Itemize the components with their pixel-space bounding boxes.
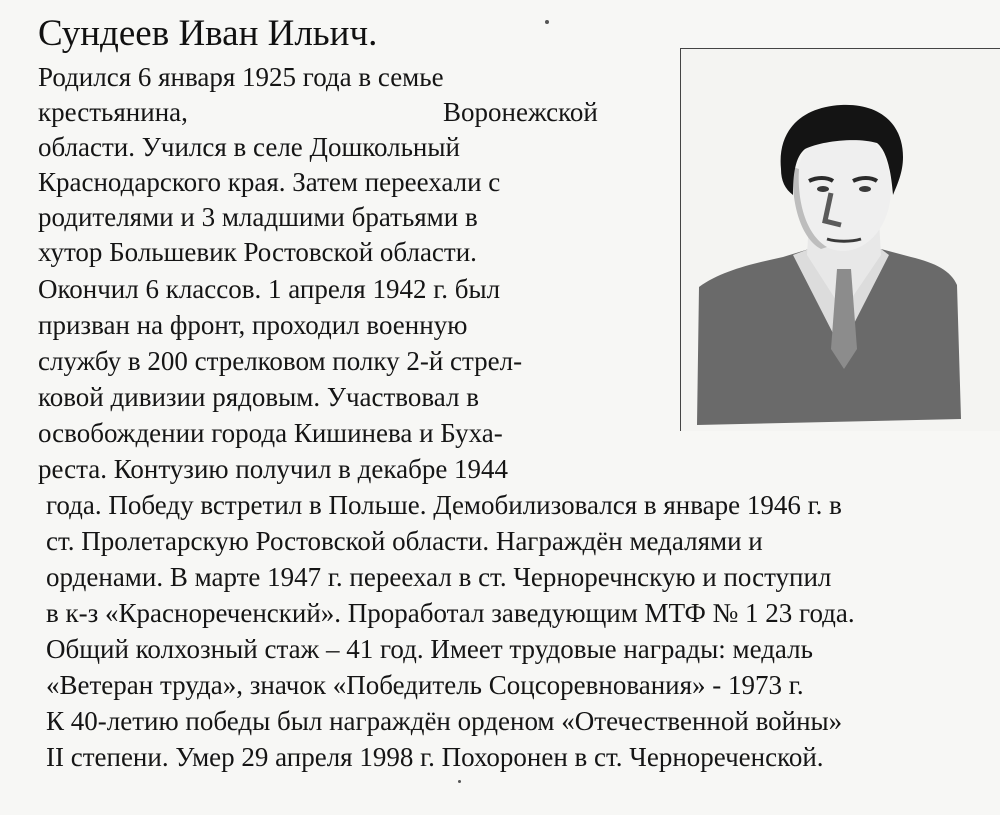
text-line: крестьянина, [38,97,188,127]
scan-speck [545,20,549,24]
text-line: родителями и 3 младшими братьями в [38,202,478,232]
portrait-icon [681,49,1000,431]
text-line: хутор Большевик Ростовской области. [38,237,477,267]
text-line: орденами. В марте 1947 г. переехал в ст. Черноречнскую и поступил [46,562,832,592]
text-line: Общий колхозный стаж – 41 год. Имеет трудовые награды: медаль [46,634,813,664]
page-title: Сундеев Иван Ильич. [38,13,378,54]
text-line: реста. Контузию получил в декабре 1944 [38,454,509,484]
text-line: Окончил 6 классов. 1 апреля 1942 г. был [38,274,501,304]
text-line: в к-з «Краснореченский». Проработал заведующим МТФ № 1 23 года. [46,598,855,628]
text-line: области. Учился в селе Дошкольный [38,132,460,162]
text-line: Родился 6 января 1925 года в семье [38,62,444,92]
text-line: освобождении города Кишинева и Буха- [38,418,503,448]
text-line: ст. Пролетарскую Ростовской области. Награждён медалями и [46,526,763,556]
text-line: II степени. Умер 29 апреля 1998 г. Похоронен в ст. Чернореченской. [46,742,824,772]
text-line: «Ветеран труда», значок «Победитель Соцсоревнования» - 1973 г. [46,670,804,700]
scan-speck [458,780,461,783]
portrait-photo [680,48,1000,431]
text-line: года. Победу встретил в Польше. Демобилизовался в январе 1946 г. в [46,490,842,520]
text-line: Краснодарского края. Затем переехали с [38,167,501,197]
text-line: службу в 200 стрелковом полку 2-й стрел- [38,346,523,376]
text-line: призван на фронт, проходил военную [38,310,468,340]
text-line: К 40-летию победы был награждён орденом «Отечественной войны» [46,706,843,736]
text-line: Воронежской [443,97,598,127]
text-line: ковой дивизии рядовым. Участвовал в [38,382,479,412]
